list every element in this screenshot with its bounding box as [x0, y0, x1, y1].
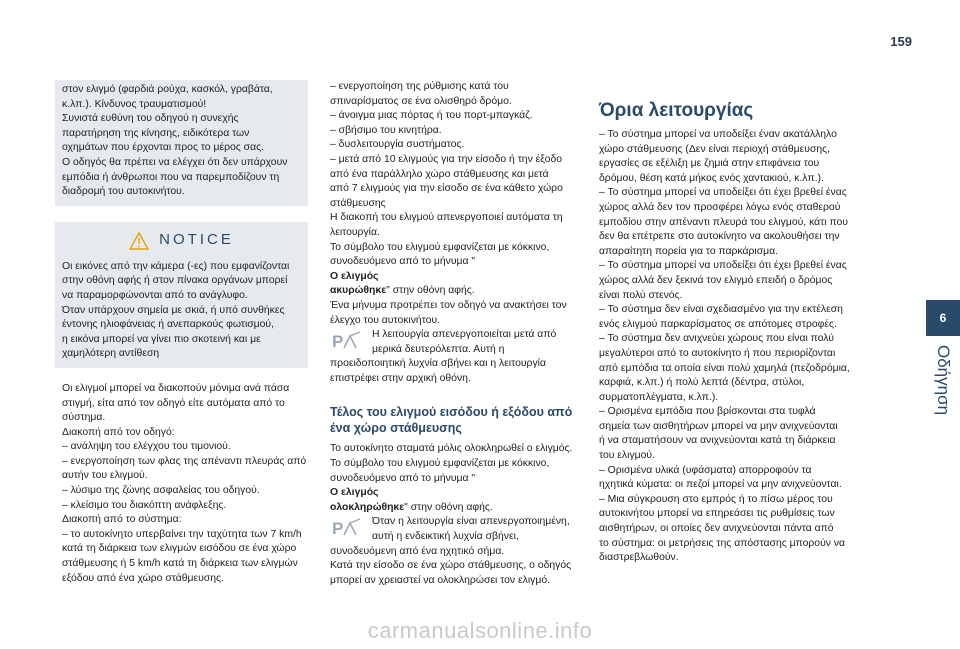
text-line: από ένα παράλληλο χώρο στάθμευσης και μετά	[330, 168, 549, 180]
text-line: χώρο στάθμευσης (Δεν είναι περιοχή στάθμευσης,	[599, 143, 831, 155]
message-cancelled: Ο ελιγμός	[330, 270, 379, 282]
text-line: εξόδου από ένα χώρο στάθμευσης.	[62, 572, 224, 584]
watermark: carmanualsonline.info	[367, 618, 593, 643]
text-line: – το αυτοκίνητο υπερβαίνει την ταχύτητα των 7 km/h	[62, 528, 302, 540]
text-line: σύστημα.	[62, 412, 106, 424]
column-3	[599, 100, 861, 566]
text-line: εμπόδια ή άνθρωποι που να παρεμποδίζουν τη	[62, 171, 280, 183]
park-assist-icon	[330, 330, 364, 354]
text-line: συρματοπλέγματα, κ.λπ.).	[599, 391, 719, 403]
icon-note-2: P Όταν η λειτουργία είναι απενεργοποιημένη, αυτή η ενδεικτική λυχνία σβήνει, συνοδευόμενη από ένα ηχητικό σήμα.	[330, 516, 570, 557]
text-line: οχημάτων που έρχονται προς το μέρος σας.	[62, 142, 264, 154]
text-line: αυτήν του ελιγμού.	[62, 470, 148, 482]
svg-text:P: P	[332, 332, 344, 352]
text-line: από εμπόδια τα οποία είναι πολύ χαμηλά (πεζοδρόμια,	[599, 362, 850, 374]
text-line: – άνοιγμα μιας πόρτας ή του πορτ-μπαγκάζ.	[330, 110, 533, 122]
icon-note-1: P Η λειτουργία απενεργοποιείται μετά από μερικά δευτερόλεπτα. Αυτή η προειδοποιητική λυχνία σβήνει και η λειτουργία επιστρέφει στην αρχική οθόνη.	[330, 329, 557, 384]
text-line: Διακοπή από τον οδηγό:	[62, 426, 175, 438]
text-line: χαμηλότερη αντίθεση	[62, 348, 160, 360]
section-heading-end-of-manoeuvre: Τέλος του ελιγμού εισόδου ή εξόδου από ένα χώρο στάθμευσης	[330, 405, 573, 436]
text-line: Η διακοπή του ελιγμού απενεργοποιεί αυτόματα τη	[330, 212, 563, 224]
text-line: δρόμου, θέση κατά μήκος ενός χαντακιού, κ.λπ.).	[599, 172, 824, 184]
park-assist-icon	[330, 517, 364, 541]
warning-continuation-box	[55, 80, 308, 206]
message-completed: Ο ελιγμός	[330, 487, 379, 499]
text-line: το σύστημα: οι μετρήσεις της απόστασης μπορούν να	[599, 537, 846, 549]
text-line: – Το σύστημα μπορεί να υποδείξει ότι έχει βρεθεί ένας	[599, 187, 847, 199]
text-line: – κλείσιμο του διακόπτη ανάφλεξης.	[62, 499, 227, 511]
text-line: συνοδευόμενο από το μήνυμα "	[330, 256, 476, 268]
text-line: Διακοπή από το σύστημα:	[62, 514, 182, 526]
text-line: – Ορισμένα υλικά (υφάσματα) απορροφούν τα	[599, 464, 812, 476]
text-line: στην οθόνη αφής ή στον πίνακα οργάνων μπορεί	[62, 275, 288, 287]
text-line: – λύσιμο της ζώνης ασφαλείας του οδηγού.	[62, 485, 260, 497]
text-line: – ανάληψη του ελέγχου του τιμονιού.	[62, 441, 231, 453]
message-completed-line2: ολοκληρώθηκε" στην οθόνη αφής.	[330, 501, 493, 513]
text-line: Το αυτοκίνητο σταματά μόλις ολοκληρωθεί ο ελιγμός.	[330, 443, 573, 455]
text-line: παρατήρηση της κίνησης, ειδικότερα των	[62, 127, 250, 139]
interruption-list	[330, 80, 576, 270]
notice-text	[62, 260, 301, 362]
text-line: Το σύμβολο του ελιγμού εμφανίζεται με κόκκινο,	[330, 458, 550, 470]
text-line: κατά τη διάρκεια των ελιγμών εισόδου σε ένα χώρο	[62, 543, 297, 555]
text-line: – Μια σύγκρουση στο εμπρός ή το πίσω μέρος του	[599, 493, 833, 505]
text-line: μπορεί αν χρειαστεί να ολοκληρώσει τον ελιγμό.	[330, 574, 550, 586]
text-line: Οι ελιγμοί μπορεί να διακοπούν μόνιμα ανά πάσα	[62, 382, 290, 394]
text-line: – Το σύστημα δεν είναι σχεδιασμένο για την εκτέλεση	[599, 304, 843, 316]
entry-note	[330, 559, 576, 588]
text-line: ηχητικά κύματα: οι πεζοί μπορεί να μην ανιχνεύονται.	[599, 479, 842, 491]
text-line: Συνιστά ευθύνη του οδηγού η συνεχής	[62, 113, 239, 125]
message-cancelled-line2: ακυρώθηκε" στην οθόνη αφής.	[330, 285, 475, 297]
text-line: η εικόνα μπορεί να γίνει πιο σκοτεινή και με	[62, 333, 261, 345]
text-line: – Το σύστημα μπορεί να υποδείξει ότι έχει βρεθεί ένας	[599, 260, 847, 272]
text-line: – Ορισμένα εμπόδια που βρίσκονται στα τυφλά	[599, 406, 816, 418]
text-line: λειτουργία.	[330, 226, 380, 238]
section-heading-limits: Όρια λειτουργίας	[599, 100, 754, 121]
text-line: συνοδευόμενο από το μήνυμα "	[330, 472, 476, 484]
limits-list	[599, 128, 861, 566]
chapter-tab: 6	[926, 300, 960, 336]
text-line: ή να σταματήσουν να ανιχνεύονται κατά τη διάρκεια	[599, 435, 836, 447]
text-line: Το σύμβολο του ελιγμού εμφανίζεται με κόκκινο,	[330, 241, 550, 253]
text-line: χώρος αλλά δεν τον προσφέρει λόγω ενός σταθερού	[599, 201, 841, 213]
text-line: – ενεργοποίηση της ρύθμισης κατά του	[330, 81, 509, 92]
text-line: στάθμευσης ή 5 km/h κατά τη διάρκεια των ελιγμών	[62, 558, 298, 570]
page-number: 159	[890, 34, 912, 49]
text-line: του ελιγμού.	[599, 450, 655, 462]
text-line: εμποδίου στην απέναντι πλευρά του ελιγμού, κάτι που	[599, 216, 848, 228]
svg-text:P: P	[332, 519, 344, 539]
notice-box	[55, 222, 308, 368]
text-line: απαραίτητη πορεία για το παρκάρισμα.	[599, 245, 779, 257]
chapter-title: Οδήγηση	[934, 345, 953, 416]
interruption-text	[62, 382, 308, 586]
text-line: Όταν υπάρχουν σημεία με σκιά, ή υπό συνθήκες	[62, 304, 285, 316]
text-line: – Το σύστημα μπορεί να υποδείξει έναν ακατάλληλο	[599, 129, 837, 140]
text-line: – σβήσιμο του κινητήρα.	[330, 124, 442, 136]
text-line: είναι πολύ στενός.	[599, 289, 683, 301]
text-line: ενός ελιγμού παρκαρίσματος σε απότομες στροφές.	[599, 318, 837, 330]
text-line: έλεγχο του αυτοκινήτου.	[330, 314, 441, 326]
text-line: χώρος αλλά δεν ξεκινά τον ελιγμό επειδή ο δρόμος	[599, 274, 833, 286]
text-line: Ένα μήνυμα προτρέπει τον οδηγό να ανακτήσει τον	[330, 299, 567, 311]
notice-title: NOTICE	[159, 231, 234, 249]
text-line: – μετά από 10 ελιγμούς για την είσοδο ή την έξοδο	[330, 153, 563, 165]
text-line: Κατά την είσοδο σε ένα χώρο στάθμευσης, ο οδηγός	[330, 560, 572, 572]
text-line: δεν θα επέτρεπε στο αυτοκίνητο να ακολουθήσει την	[599, 231, 840, 243]
text-line: – Το σύστημα δεν ανιχνεύει χώρους που είναι πολύ	[599, 333, 834, 345]
text-line: στον ελιγμό (φαρδιά ρούχα, κασκόλ, γραβάτα,	[62, 84, 273, 95]
text-line: έντονης ηλιοφάνειας ή ανεπαρκούς φωτισμού,	[62, 319, 275, 331]
text-line: σημεία των αισθητήρων μπορεί να μην ανιχνεύονται	[599, 420, 838, 432]
text-line: Ο οδηγός θα πρέπει να ελέγχει ότι δεν υπάρχουν	[62, 156, 288, 168]
text-line: στιγμή, είτα από τον οδηγό είτε αυτόματα από το	[62, 397, 285, 409]
text-line: από 7 ελιγμούς για την είσοδο σε ένα κάθετο χώρο	[330, 183, 563, 195]
text-line: κ.λπ.). Κίνδυνος τραυματισμού!	[62, 98, 207, 110]
text-line: αισθητήρων, οι οποίες δεν ανιχνεύονται πάντα από	[599, 523, 834, 535]
takeover-text	[330, 299, 576, 328]
end-text	[330, 442, 576, 486]
text-line: στάθμευσης	[330, 197, 386, 209]
text-line: – δυσλειτουργία συστήματος.	[330, 139, 465, 151]
notice-header	[62, 232, 301, 250]
text-line: να παραμορφώνονται από το ανάγλυφο.	[62, 289, 248, 301]
column-2	[330, 80, 576, 588]
column-1	[62, 80, 308, 586]
text-line: αυτοκινήτου μπορεί να επηρεάσει τις ρυθμίσεις των	[599, 508, 835, 520]
text-line: διαστρεβλωθούν.	[599, 552, 679, 564]
text-line: Οι εικόνες από την κάμερα (-ες) που εμφανίζονται	[62, 260, 290, 272]
text-line: εργασίες σε εξέλιξη με ζημιά στην επιφάνεια του	[599, 158, 820, 170]
text-line: διαδρομή του αυτοκινήτου.	[62, 186, 185, 198]
text-line: – ενεργοποίηση των φλας της απέναντι πλευράς από	[62, 455, 307, 467]
text-line: σπιναρίσματος σε ένα ολισθηρό δρόμο.	[330, 95, 512, 107]
text-line: μεγαλύτεροι από το αυτοκίνητο ή που περιορίζονται	[599, 347, 836, 359]
warning-triangle-icon	[129, 232, 149, 250]
text-line: καρφιά, κ.λπ.) ή πολύ λεπτά (δέντρα, στύλοι,	[599, 377, 805, 389]
